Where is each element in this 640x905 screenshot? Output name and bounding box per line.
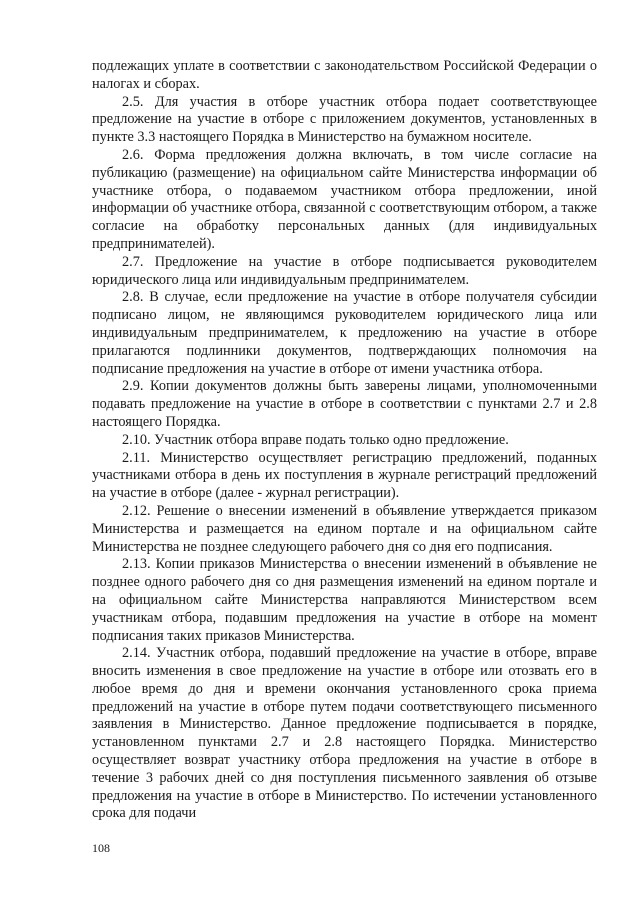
paragraph-2-6: 2.6. Форма предложения должна включать, в том числе согласие на публикацию (размещение) на официальном сайте Министерства информации об участнике отбора, о подаваемом участником отбора предложении, иной информации об участнике отбора, связанной с соответствующим отбором, а также согласие на обработку персональных данных (для индивидуальных предпринимателей). bbox=[92, 146, 597, 252]
page-number: 108 bbox=[92, 841, 110, 855]
paragraph-2-5: 2.5. Для участия в отборе участник отбора подает соответствующее предложение на участие в отборе с приложением документов, установленных в пункте 3.3 настоящего Порядка в Министерство на бумажном носителе. bbox=[92, 93, 597, 146]
paragraph-2-7: 2.7. Предложение на участие в отборе подписывается руководителем юридического лица или индивидуальным предпринимателем. bbox=[92, 253, 597, 288]
document-page-body bbox=[92, 58, 597, 823]
paragraph-continuation: подлежащих уплате в соответствии с законодательством Российской Федерации о налогах и сборах. bbox=[92, 58, 597, 92]
paragraph-2-8: 2.8. В случае, если предложение на участие в отборе получателя субсидии подписано лицом, не являющимся руководителем юридического лица или индивидуальным предпринимателем, к предложению на участие в отборе прилагаются подлинники документов, подтверждающих полномочия на подписание предложения на участие в отборе от имени участника отбора. bbox=[92, 289, 597, 377]
paragraph-2-9: 2.9. Копии документов должны быть заверены лицами, уполномоченными подавать предложение на участие в отборе в соответствии с пунктами 2.7 и 2.8 настоящего Порядка. bbox=[92, 378, 597, 430]
paragraph-2-12: 2.12. Решение о внесении изменений в объявление утверждается приказом Министерства и размещается на едином портале и на официальном сайте Министерства не позднее следующего рабочего дня со дня его подписания. bbox=[92, 502, 597, 555]
paragraph-2-10: 2.10. Участник отбора вправе подать только одно предложение. bbox=[122, 431, 509, 448]
paragraph-2-11: 2.11. Министерство осуществляет регистрацию предложений, поданных участниками отбора в день их поступления в журнале регистраций предложений на участие в отборе (далее - журнал регистрации). bbox=[92, 449, 597, 502]
paragraph-2-13: 2.13. Копии приказов Министерства о внесении изменений в объявление не позднее одного рабочего дня со дня размещения изменений на едином портале и на официальном сайте Министерства направляются Министерством всем участникам отбора, подавшим предложения на участие в отборе на момент подписания таких приказов Министерства. bbox=[92, 556, 597, 644]
paragraph-2-14: 2.14. Участник отбора, подавший предложение на участие в отборе, вправе вносить изменения в свое предложение на участие в отборе или отозвать его в любое время до дня и времени окончания установленного срока приема предложений на участие в отборе путем подачи соответствующего письменного заявления в Министерство. Данное предложение подписывается в порядке, установленном пунктами 2.7 и 2.8 настоящего Порядка. Министерство осуществляет возврат участнику отбора предложения на участие в отборе в течение 3 рабочих дней со дня поступления письменного заявления об отзыве предложения на участие в отборе в Министерство. По истечении установленного срока для подачи bbox=[92, 645, 597, 822]
